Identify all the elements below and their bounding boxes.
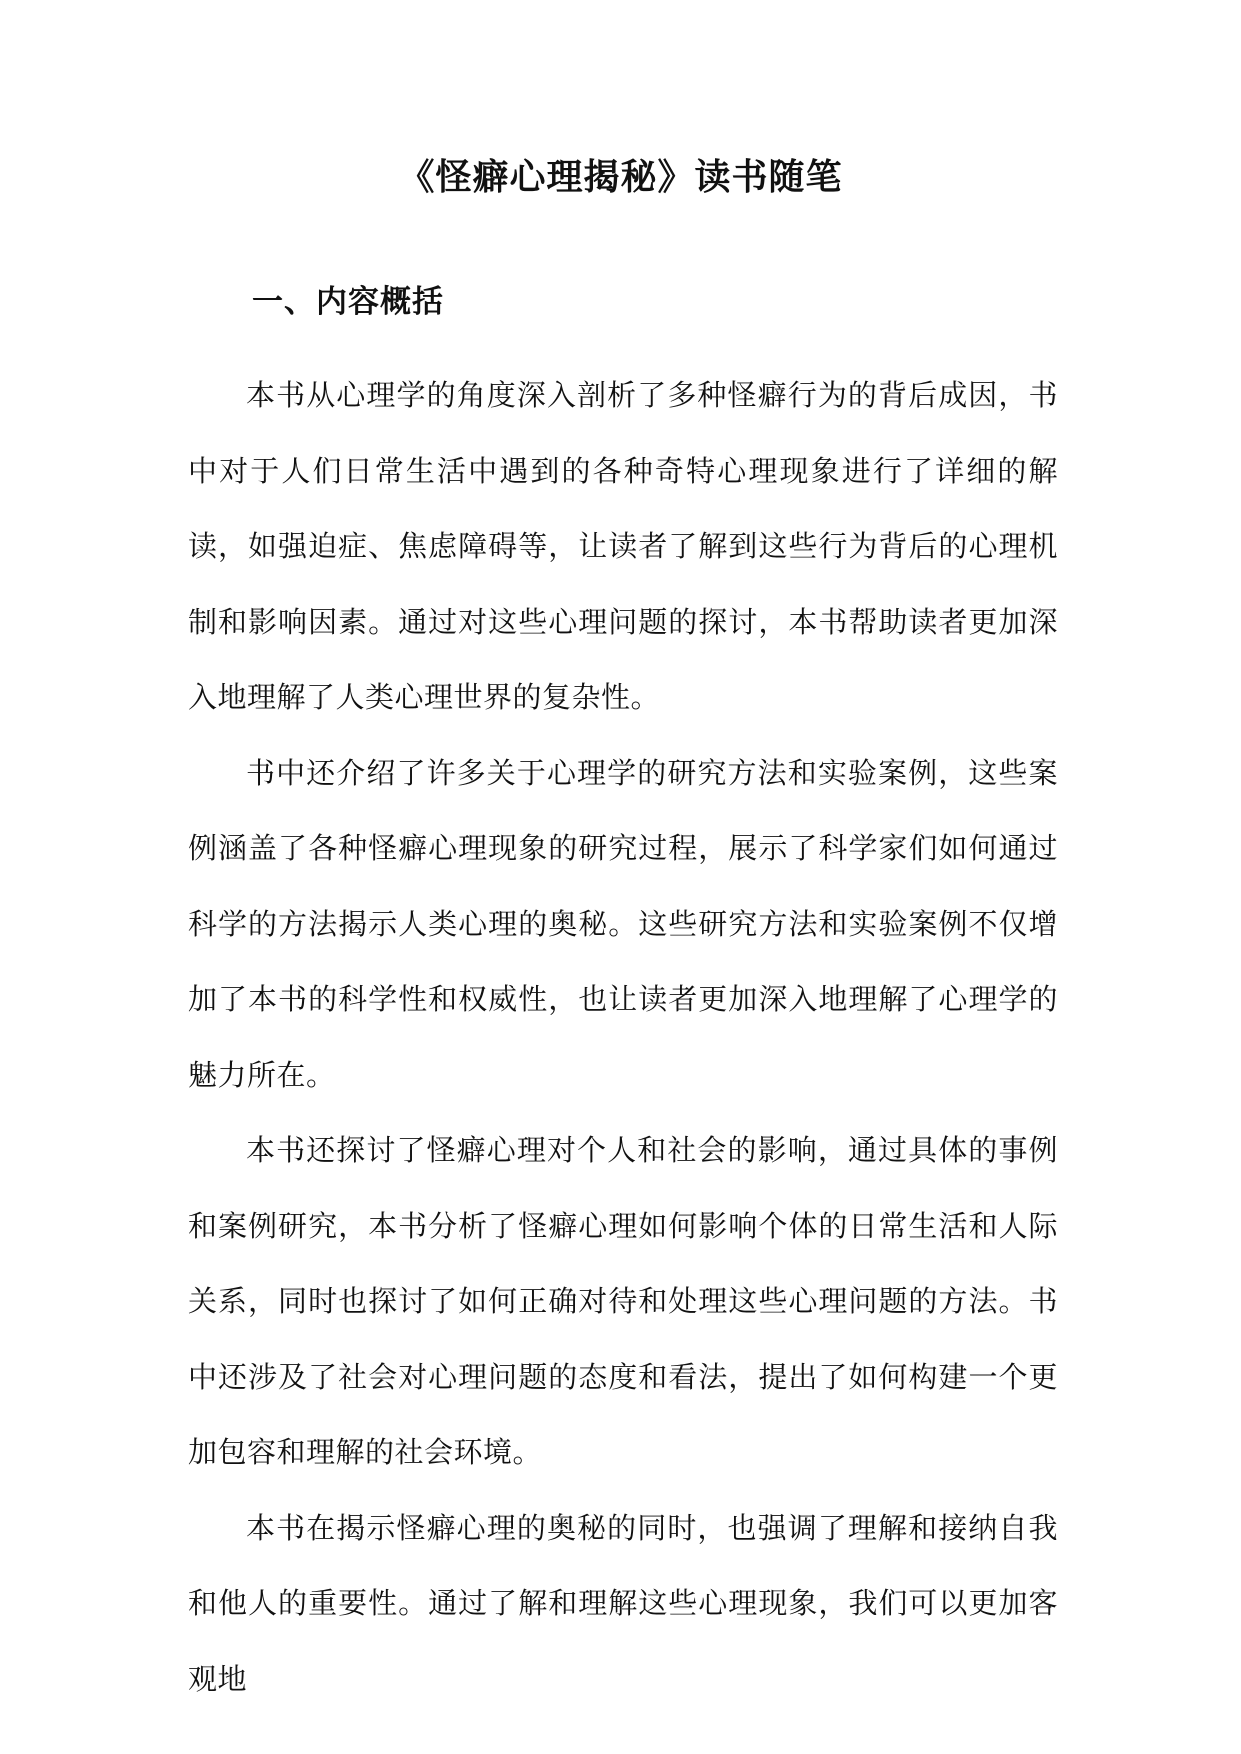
paragraph-2: 书中还介绍了许多关于心理学的研究方法和实验案例，这些案例涵盖了各种怪癖心理现象的研究过程，展示了科学家们如何通过科学的方法揭示人类心理的奥秘。这些研究方法和实验案例不仅增加了本书的科学性和权威性，也让读者更加深入地理解了心理学的魅力所在。 bbox=[188, 755, 1058, 1092]
section-heading: 一、内容概括 bbox=[252, 284, 444, 320]
paragraph-3: 本书还探讨了怪癖心理对个人和社会的影响，通过具体的事例和案例研究，本书分析了怪癖心理如何影响个体的日常生活和人际关系，同时也探讨了如何正确对待和处理这些心理问题的方法。书中还涉及了社会对心理问题的态度和看法，提出了如何构建一个更加包容和理解的社会环境。 bbox=[188, 1133, 1058, 1469]
body-text bbox=[188, 358, 1058, 1717]
paragraph-4: 本书在揭示怪癖心理的奥秘的同时，也强调了理解和接纳自我和他人的重要性。通过了解和理解这些心理现象，我们可以更加客观地 bbox=[188, 1510, 1058, 1696]
document-title: 《怪癖心理揭秘》读书随笔 bbox=[398, 156, 843, 198]
paragraph-1: 本书从心理学的角度深入剖析了多种怪癖行为的背后成因，书中对于人们日常生活中遇到的各种奇特心理现象进行了详细的解读，如强迫症、焦虑障碍等，让读者了解到这些行为背后的心理机制和影响因素。通过对这些心理问题的探讨，本书帮助读者更加深入地理解了人类心理世界的复杂性。 bbox=[188, 378, 1058, 714]
